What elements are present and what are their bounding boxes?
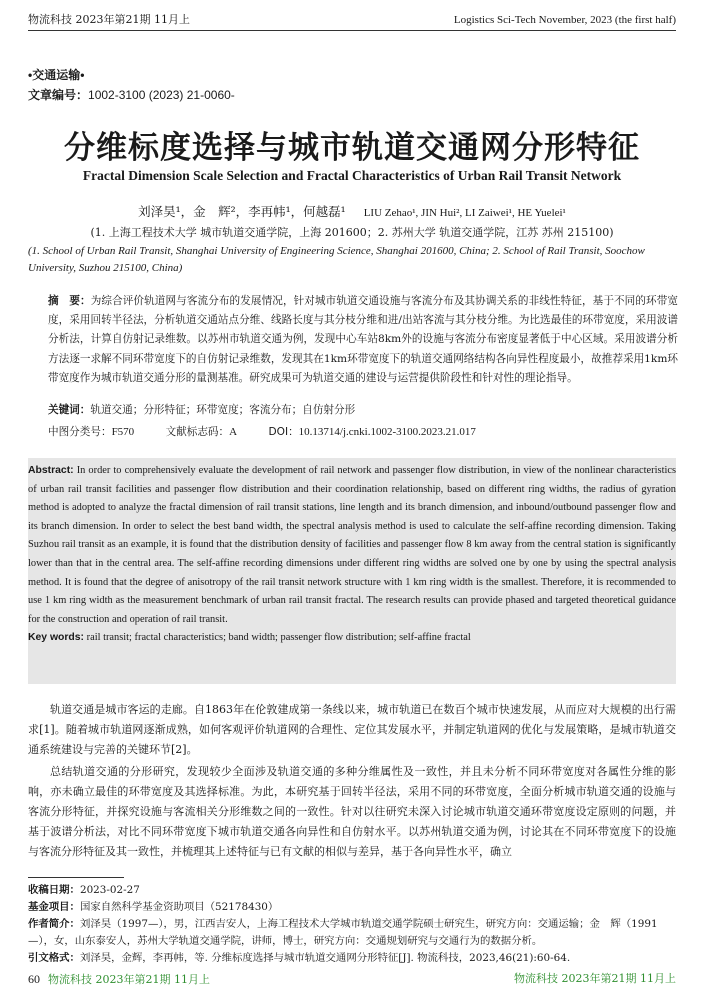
header-journal: 物流科技 2023年第21期 11月上 <box>28 13 190 26</box>
doi-label: DOI： <box>268 426 299 438</box>
abstract-english <box>28 462 676 629</box>
body-paragraph-1-text: 轨道交通是城市客运的走廊。自1863年在伦敦建成第一条线以来，城市轨道已在数百个城市快速发展，从而应对大规模的出行需求[1]。随着城市轨道网逐渐成熟，如何客观评价轨道网的合理性、定位其发展水平，并制定轨道网的优化与发展策略，是城市轨道交通系统建设与完善的关键环节[2]。 <box>28 703 676 756</box>
keywords-chinese-text: 轨道交通；分形特征；环带宽度；客流分布；自仿射分形 <box>90 404 356 416</box>
running-header <box>28 10 676 31</box>
title-english: Fractal Dimension Scale Selection and Fractal Characteristics of Urban Rail Transit Network <box>82 168 622 183</box>
footer-journal: 物流科技 2023年第21期 11月上 <box>48 973 210 986</box>
header-journal-en: Logistics Sci-Tech November, 2023 (the first half) <box>453 14 676 26</box>
citation-label: 引文格式： <box>28 952 80 964</box>
citation-value: 刘泽昊，金辉，李再帏，等. 分维标度选择与城市轨道交通网分形特征[J]. 物流科技，2023,46(21):60-64. <box>79 952 571 964</box>
received-label: 收稿日期： <box>28 884 80 896</box>
body-paragraph-1 <box>28 700 676 760</box>
received-value: 2023-02-27 <box>79 884 140 896</box>
received-date <box>28 882 676 899</box>
article-number-label: 文章编号： <box>28 88 89 102</box>
footnotes <box>28 882 676 967</box>
affiliation-english: (1. School of Urban Rail Transit, Shanghai University of Engineering Science, Shanghai 201600, China; 2. School of Rail Transit, Soochow University, Suzhou 215100, China) <box>28 245 645 274</box>
page-number: 60 <box>28 972 40 986</box>
keywords-english-text: rail transit; fractal characteristics; band width; passenger flow distribution; self-affine fractal <box>86 632 471 644</box>
footer-journal-right: 物流科技 2023年第21期 11月上 <box>514 972 676 985</box>
column-tag: •交通运输• <box>28 68 85 82</box>
page-footer <box>28 970 676 988</box>
fund-info <box>28 899 676 916</box>
fund-label: 基金项目： <box>28 901 80 913</box>
abstract-chinese-text: 为综合评价轨道网与客流分布的发展情况，针对城市轨道交通设施与客流分布及其协调关系的非线性特征，基于不同的环带宽度，采用回转半径法，分析轨道交通站点分维、线路长度与其分枝分维和进/出站客流与其分枝分维。为比选最佳的环带宽度，采用波谱分析法，计算自仿射记录维数。以苏州市轨道交通为例，发现中心车站8km外的设施与客流分布密度显著低于中心区域。采用波谱分析方法逐一求解不同环带宽度下的自仿射记录维数，发现其在1km环带宽度下的轨道交通网络结构各向异性程度最小，故推荐采用1km环带宽度作为城市轨道交通分形的量测基准。研究成果可为轨道交通的建设与运营提供阶段性和针对性的理论指导。 <box>48 295 678 384</box>
classification-line <box>48 424 504 439</box>
affiliation-chinese: (1. 上海工程技术大学 城市轨道交通学院，上海 201600；2. 苏州大学 轨道交通学院，江苏 苏州 215100) <box>90 226 614 239</box>
article-number <box>28 86 235 103</box>
doc-code-label: 文献标志码： <box>165 426 230 438</box>
article-number-value: 1002-3100 (2023) 21-0060- <box>88 88 235 102</box>
citation-format <box>28 950 676 967</box>
abstract-english-text: In order to comprehensively evaluate the development of rail network and passenger flow distribution, in view of the nonlinear characteristics of urban rail transit facilities and passenger flow distribution and their coordination relationship, based on different ring widths, the radius of gyration method is adopted to analyze the fractal dimension of rail transit stations, line length and its branch dimension, and inbound/outbound passenger flow and its branch dimension. In order to select the best band width, the spectral analysis method is used to calculate the self-affine recording dimension. Taking Suzhou rail transit as an example, it is found that the distribution density of facilities and passenger flow 8 km away from the central station is significantly lower than that in the central area. The self-affine recording dimensions under different ring widths are solved one by one by using the spectral analysis method. It is found that the degree of anisotropy of the rail transit network structure with 1 km ring width is the smallest. Therefore, it is recommended to use 1 km ring width as the measurement benchmark of urban rail transit fractal. The research results can provide phased and targeted theoretical guidance for the construction and operation of rail transit. <box>28 465 676 625</box>
fund-value: 国家自然科学基金资助项目（52178430） <box>79 901 279 913</box>
keywords-english-label: Key words: <box>28 632 85 644</box>
title-chinese: 分维标度选择与城市轨道交通网分形特征 <box>64 130 640 166</box>
clc-value: F570 <box>111 426 135 438</box>
body-paragraph-2 <box>28 762 676 862</box>
abstract-chinese-label: 摘 要： <box>48 295 91 307</box>
author-bio <box>28 916 676 950</box>
abstract-chinese <box>48 292 678 388</box>
abstract-english-box <box>28 458 676 684</box>
authors-english: LIU Zehao¹, JIN Hui², LI Zaiwei¹, HE Yuelei¹ <box>363 207 566 219</box>
keywords-english <box>28 629 676 648</box>
keywords-chinese-label: 关键词： <box>48 404 91 416</box>
body-paragraph-2-text: 总结轨道交通的分形研究，发现较少全面涉及轨道交通的多种分维属性及一致性，并且未分析不同环带宽度对各属性分维的影响，亦未确立最佳的环带宽度及其选择标准。为此，本研究基于回转半径法，采用不同的环带宽度，全面分析城市轨道交通的设施与客流分形特征，并探究设施与客流相关分形维数之间的一致性。针对以往研究未深入讨论城市轨道交通环带宽度设定原则的问题，并基于波谱分析法，对比不同环带宽度下城市轨道交通各向异性和自仿射水平。以苏州轨道交通为例，讨论其在不同环带宽度下的设施与客流分形特征及其一致性，并梳理其上述特征与已有文献的相似与差异，基于各向异性水平，确立 <box>28 765 676 858</box>
authors <box>0 202 704 220</box>
doi-value: 10.13714/j.cnki.1002-3100.2023.21.017 <box>298 426 476 438</box>
author-bio-value: 刘泽昊（1997—），男，江西吉安人，上海工程技术大学城市轨道交通学院硕士研究生，研究方向：交通运输；金 辉（1991—），女，山东泰安人，苏州大学轨道交通学院，讲师，博士，研究方向：交通规划研究与交通行为的数据分析。 <box>28 918 658 947</box>
doc-code-value: A <box>229 426 238 438</box>
author-bio-label: 作者简介： <box>28 918 80 930</box>
footnote-separator <box>28 877 124 878</box>
clc-label: 中图分类号： <box>48 426 112 438</box>
abstract-english-label: Abstract: <box>28 465 74 476</box>
keywords-chinese <box>48 402 355 417</box>
authors-chinese: 刘泽昊¹，金 辉²，李再帏¹，何越磊¹ <box>138 204 346 219</box>
